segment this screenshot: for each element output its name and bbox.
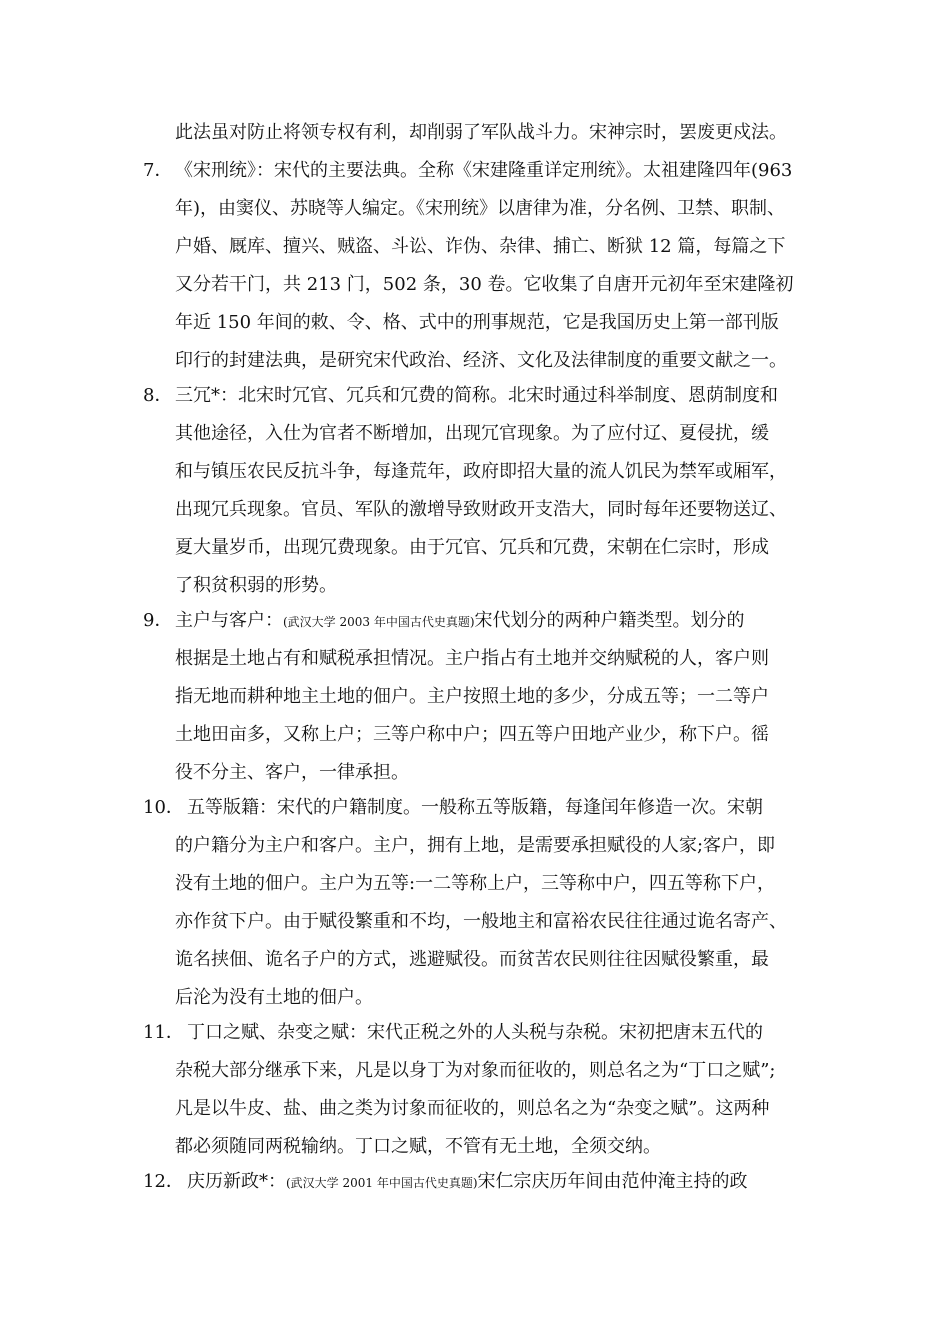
entry-text-line: 亦作贫下户。由于赋役繁重和不均，一般地主和富裕农民往往通过诡名寄产、 xyxy=(175,911,787,932)
entry-text-line: 杂税大部分继承下来，凡是以身丁为对象而征收的，则总名之为“丁口之赋”; xyxy=(175,1060,776,1081)
exam-source-note: (武汉大学 2003 年中国古代史真题) xyxy=(283,615,475,629)
entry-text-line: 三冗*：北宋时冗官、冗兵和冗费的简称。北宋时通过科举制度、恩荫制度和 xyxy=(175,385,778,406)
entry-text-line: 户婚、厩库、擅兴、贼盗、斗讼、诈伪、杂律、捕亡、断狱 12 篇，每篇之下 xyxy=(175,236,786,257)
entry-definition-start: 宋仁宗庆历年间由范仲淹主持的政 xyxy=(477,1171,748,1192)
entry-first-line xyxy=(175,609,807,634)
entry-text-line: 了积贫积弱的形势。 xyxy=(175,575,337,596)
entry-text-line: 土地田亩多，又称上户；三等户称中户；四五等户田地产业少，称下户。徭 xyxy=(175,724,769,745)
entry-text-line: 后沦为没有土地的佃户。 xyxy=(175,987,373,1008)
entry-number: 10． xyxy=(143,797,184,818)
entry-text-line: 役不分主、客户，一律承担。 xyxy=(175,762,409,783)
entry-number: 7． xyxy=(143,160,173,181)
entry-text-line: 其他途径，入仕为官者不断增加，出现冗官现象。为了应付辽、夏侵扰，缓 xyxy=(175,423,769,444)
entry-text-line: 的户籍分为主户和客户。主户，拥有上地，是需要承担赋役的人家;客户，即 xyxy=(175,835,776,856)
entry-text-line: 没有土地的佃户。主户为五等:一二等称上户，三等称中户，四五等称下户， xyxy=(175,873,776,894)
entry-text-line: 凡是以牛皮、盐、曲之类为讨象而征收的，则总名之为“杂变之赋”。这两种 xyxy=(175,1098,770,1119)
entry-text-line: 和与镇压农民反抗斗争，每逢荒年，政府即招大量的流人饥民为禁军或厢军， xyxy=(175,461,787,482)
entry-number: 8． xyxy=(143,385,173,406)
entry-term: 庆历新政*： xyxy=(187,1171,286,1192)
entry-number: 9． xyxy=(143,610,173,631)
entry-text-line: 年)，由窦仪、苏晓等人编定。《宋刑统》以唐律为准，分名例、卫禁、职制、 xyxy=(175,198,786,219)
entry-text-line: 又分若干门，共 213 门，502 条，30 卷。它收集了自唐开元初年至宋建隆初 xyxy=(175,274,794,295)
entry-text-line: 根据是土地占有和赋税承担情况。主户指占有土地并交纳赋税的人，客户则 xyxy=(175,648,769,669)
entry-number: 11． xyxy=(143,1022,184,1043)
entry-text-line: 五等版籍：宋代的户籍制度。一般称五等版籍，每逢闰年修造一次。宋朝 xyxy=(187,797,763,818)
entry-text-line: 诡名挟佃、诡名子户的方式，逃避赋役。而贫苦农民则往往因赋役繁重，最 xyxy=(175,949,769,970)
entry-text-line: 都必须随同两税输纳。丁口之赋，不管有无土地，全须交纳。 xyxy=(175,1136,661,1157)
entry-text-line: 《宋刑统》：宋代的主要法典。全称《宋建隆重详定刑统》。太祖建隆四年(963 xyxy=(175,160,793,181)
exam-source-note: (武汉大学 2001 年中国古代史真题) xyxy=(286,1176,478,1190)
continuation-line: 此法虽对防止将领专权有利，却削弱了军队战斗力。宋神宗时，罢废更戍法。 xyxy=(175,122,787,143)
entry-text-line: 印行的封建法典，是研究宋代政治、经济、文化及法律制度的重要文献之一。 xyxy=(175,350,787,371)
entry-text-line: 出现冗兵现象。官员、军队的激增导致财政开支浩大，同时每年还要物送辽、 xyxy=(175,499,787,520)
entry-number: 12． xyxy=(143,1171,184,1192)
entry-text-line: 夏大量岁币，出现冗费现象。由于冗官、冗兵和冗费，宋朝在仁宗时，形成 xyxy=(175,537,769,558)
entry-first-line xyxy=(187,1170,807,1195)
entry-text-line: 年近 150 年间的敕、令、格、式中的刑事规范，它是我国历史上第一部刊版 xyxy=(175,312,779,333)
entry-text-line: 指无地而耕种地主土地的佃户。主户按照土地的多少，分成五等；一二等户 xyxy=(175,686,769,707)
entry-term: 主户与客户： xyxy=(175,610,283,631)
entry-text-line: 丁口之赋、杂变之赋：宋代正税之外的人头税与杂税。宋初把唐末五代的 xyxy=(187,1022,763,1043)
entry-definition-start: 宋代划分的两种户籍类型。划分的 xyxy=(474,610,745,631)
